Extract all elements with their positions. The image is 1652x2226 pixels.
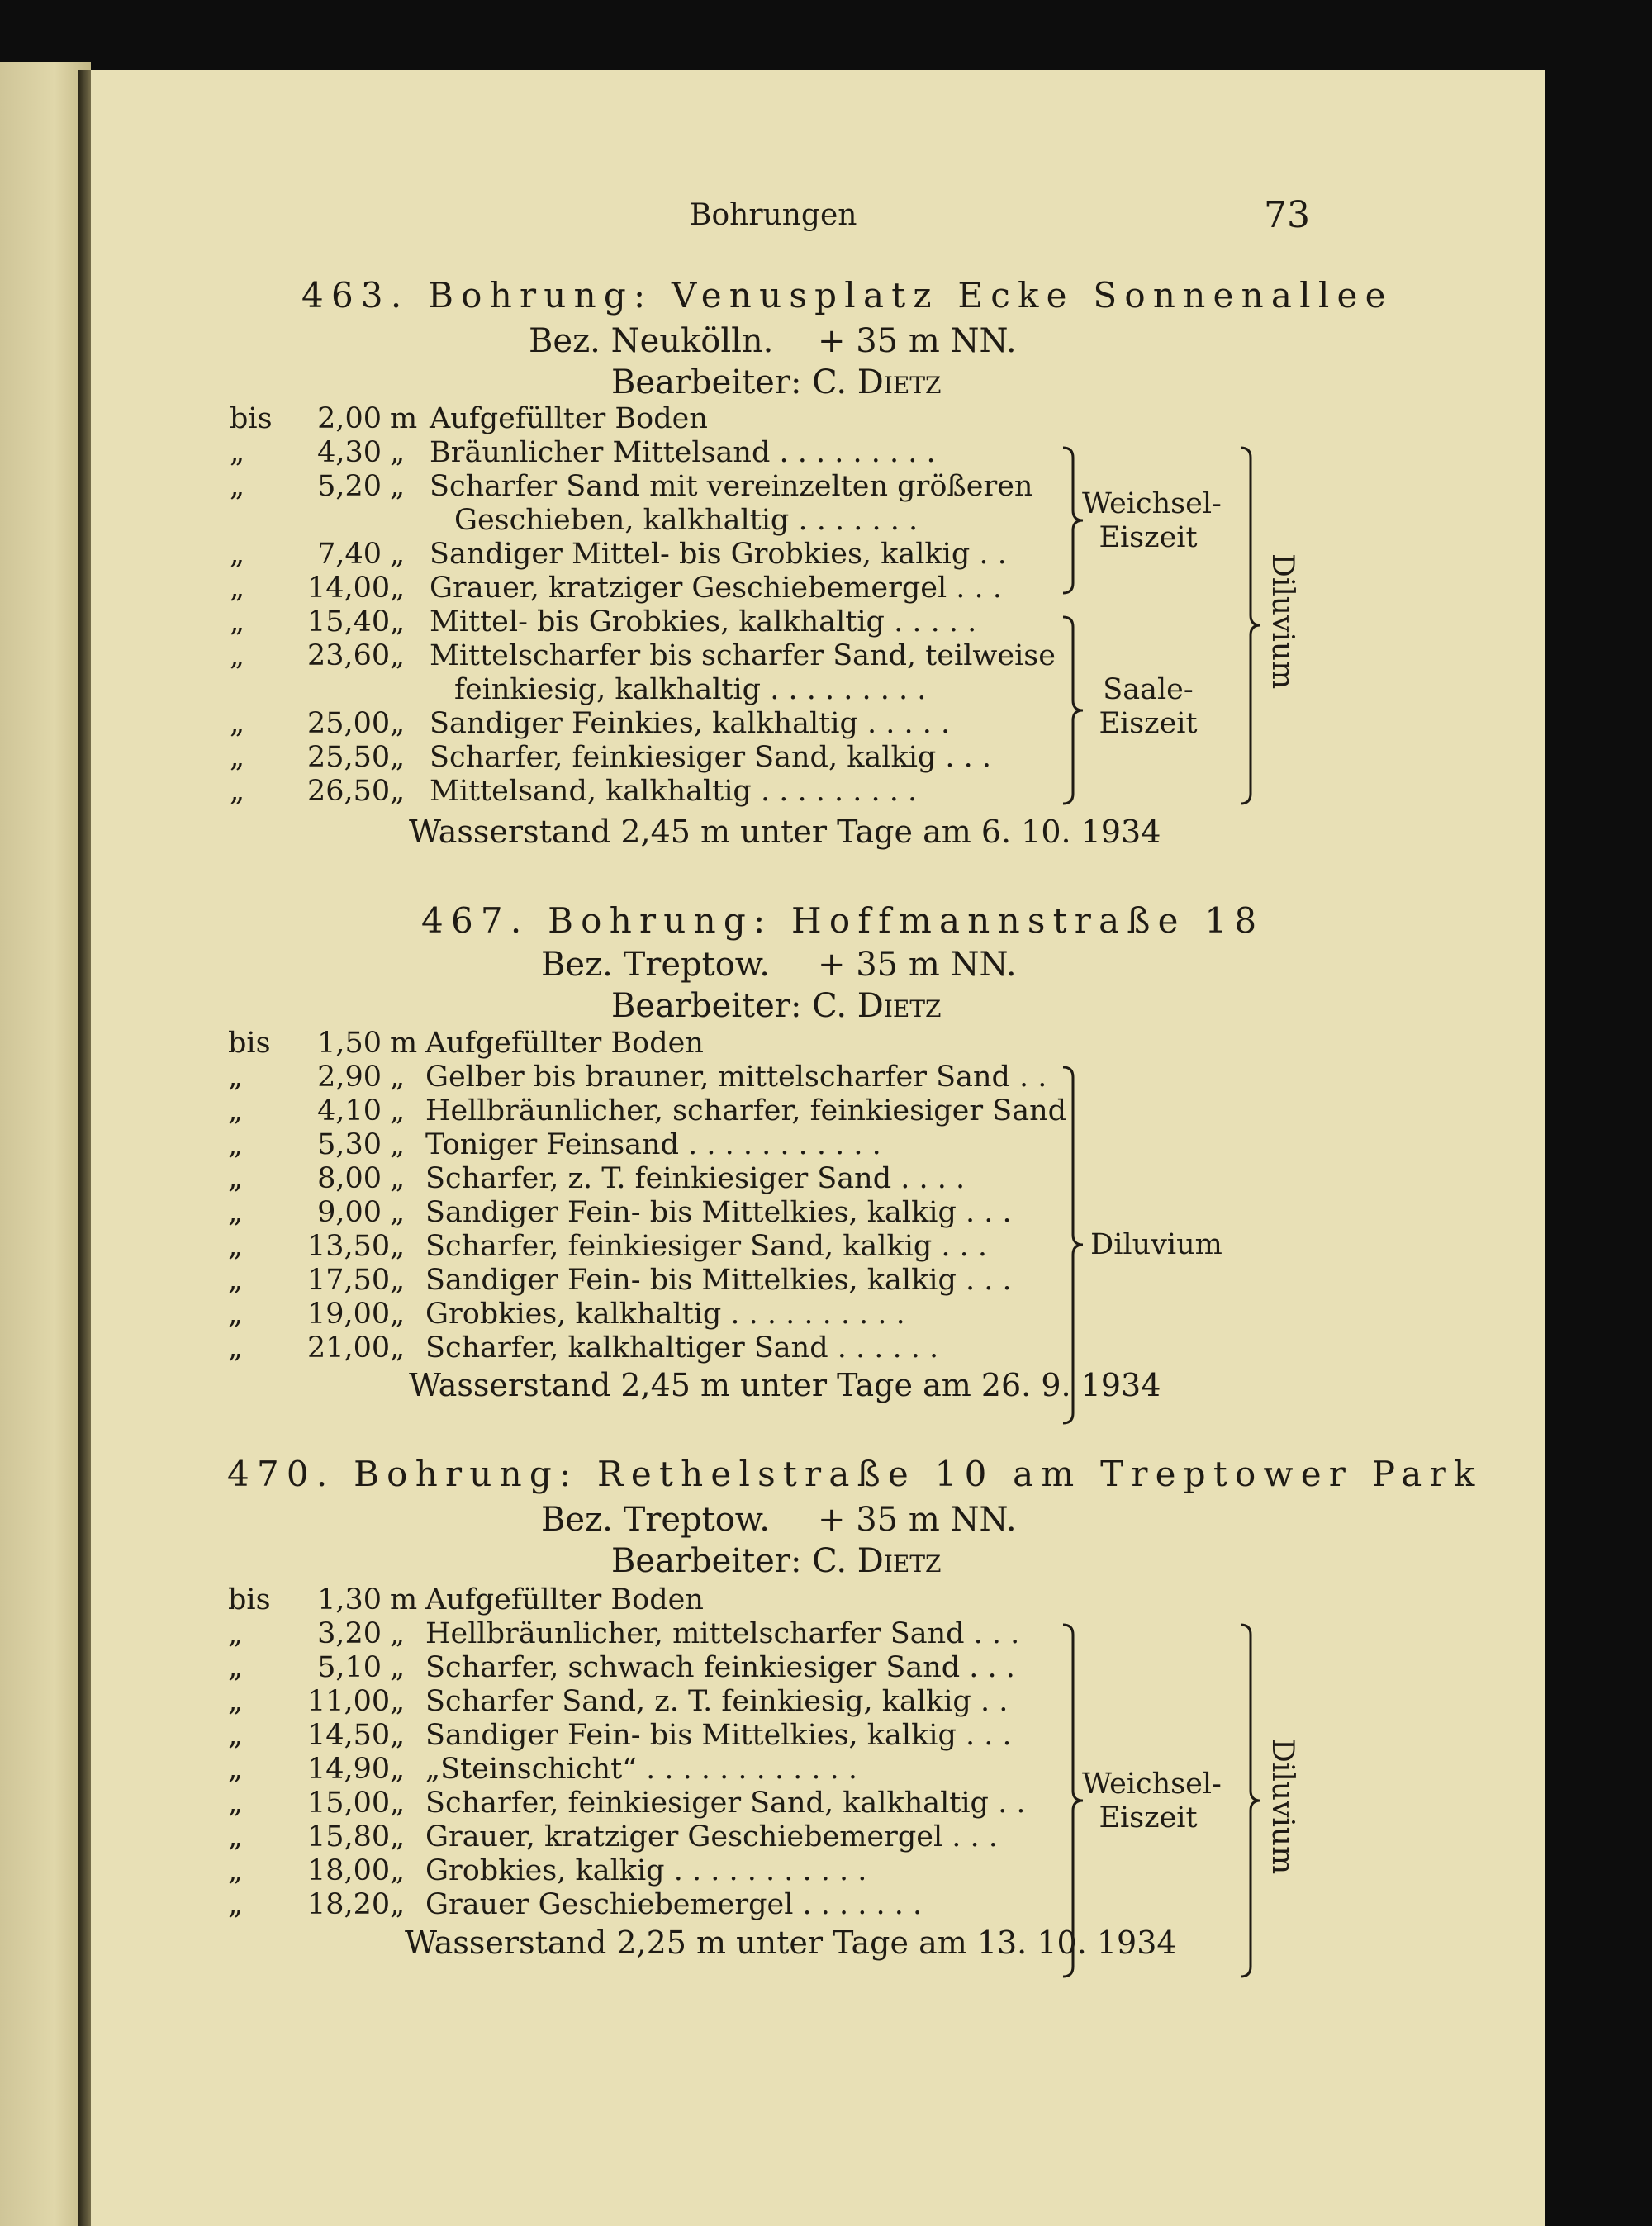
borehole-location: Bez. Treptow. <box>541 1501 771 1539</box>
layer-description: Scharfer, feinkiesiger Sand, kalkig . . . <box>430 741 992 774</box>
layer-description: Aufgefüllter Boden <box>425 1027 704 1060</box>
layer-description: Gelber bis brauner, mittelscharfer Sand . . <box>425 1061 1047 1094</box>
depth-unit: „ <box>390 741 406 774</box>
depth-unit: „ <box>390 1061 406 1094</box>
depth-prefix: „ <box>228 1617 244 1650</box>
layer-description: Hellbräunlicher, mittelscharfer Sand . . . <box>425 1617 1020 1650</box>
layer-description: Aufgefüllter Boden <box>425 1583 704 1616</box>
brace-icon <box>1239 446 1264 805</box>
layer-description: Hellbräunlicher, scharfer, feinkiesiger Sand <box>425 1094 1067 1127</box>
depth-prefix: „ <box>228 1061 244 1094</box>
group-label-saale: Saale- Eiszeit <box>1099 673 1198 740</box>
worker-name: Dietz <box>857 363 942 401</box>
layer-depth: 13,50 <box>307 1230 391 1263</box>
depth-unit: „ <box>390 707 406 740</box>
layer-depth: 1,50 <box>317 1027 382 1060</box>
layer-depth: 15,00 <box>307 1787 391 1820</box>
depth-unit: „ <box>390 639 406 672</box>
depth-prefix: „ <box>228 1685 244 1718</box>
depth-unit: „ <box>390 1753 406 1786</box>
depth-prefix: „ <box>230 775 245 808</box>
depth-prefix: bis <box>230 402 273 435</box>
depth-unit: „ <box>390 1651 406 1684</box>
depth-unit: „ <box>390 1094 406 1127</box>
layer-depth: 23,60 <box>307 639 391 672</box>
layer-depth: 1,30 <box>317 1583 382 1616</box>
group-label-diluvium: Diluvium <box>1090 1228 1222 1261</box>
depth-prefix: „ <box>230 707 245 740</box>
borehole-location: Bez. Treptow. <box>541 946 771 984</box>
layer-depth: 5,30 <box>317 1128 382 1161</box>
borehole-worker <box>611 1542 941 1580</box>
layer-depth: 7,40 <box>317 538 382 571</box>
layer-depth: 14,90 <box>307 1753 391 1786</box>
depth-prefix: „ <box>230 436 245 469</box>
layer-description: Mittelsand, kalkhaltig . . . . . . . . . <box>430 775 918 808</box>
layer-description: feinkiesig, kalkhaltig . . . . . . . . . <box>454 673 927 706</box>
depth-prefix: „ <box>228 1787 244 1820</box>
layer-description: Grauer Geschiebemergel . . . . . . . <box>425 1888 923 1921</box>
layer-description: Scharfer, feinkiesiger Sand, kalkig . . . <box>425 1230 988 1263</box>
layer-description: Scharfer, feinkiesiger Sand, kalkhaltig . . <box>425 1787 1026 1820</box>
layer-depth: 14,00 <box>307 572 391 605</box>
layer-depth: 2,00 <box>317 402 382 435</box>
worker-label: Bearbeiter: C. <box>611 1542 847 1580</box>
worker-name: Dietz <box>857 1542 942 1580</box>
layer-depth: 2,90 <box>317 1061 382 1094</box>
group-label-diluvium: Diluvium <box>1265 553 1299 690</box>
borehole-worker <box>611 987 941 1025</box>
depth-prefix: „ <box>230 572 245 605</box>
depth-unit: „ <box>390 1331 406 1365</box>
depth-unit: „ <box>390 1787 406 1820</box>
worker-name: Dietz <box>857 987 942 1025</box>
borehole-elevation: + 35 m NN. <box>818 322 1017 360</box>
depth-unit: „ <box>390 1820 406 1853</box>
depth-prefix: bis <box>228 1583 271 1616</box>
layer-description: Scharfer, z. T. feinkiesiger Sand . . . . <box>425 1162 966 1195</box>
layer-depth: 15,40 <box>307 605 391 638</box>
depth-unit: „ <box>390 436 406 469</box>
depth-prefix: „ <box>228 1094 244 1127</box>
layer-description: Aufgefüllter Boden <box>430 402 708 435</box>
borehole-worker <box>611 363 941 401</box>
depth-prefix: „ <box>230 538 245 571</box>
depth-unit: „ <box>390 1162 406 1195</box>
borehole-elevation: + 35 m NN. <box>818 946 1017 984</box>
page-number: 73 <box>1264 194 1310 236</box>
depth-unit: „ <box>390 538 406 571</box>
left-page-edge <box>0 62 91 2226</box>
depth-unit: „ <box>390 470 406 503</box>
depth-prefix: „ <box>228 1196 244 1229</box>
depth-unit: „ <box>390 1264 406 1297</box>
depth-unit: „ <box>390 1854 406 1887</box>
layer-description: Mittelscharfer bis scharfer Sand, teilweise <box>430 639 1056 672</box>
depth-unit: „ <box>390 572 406 605</box>
water-level: Wasserstand 2,45 m unter Tage am 26. 9. 1934 <box>409 1367 1161 1403</box>
layer-description: Grauer, kratziger Geschiebemergel . . . <box>425 1820 998 1853</box>
depth-prefix: „ <box>228 1651 244 1684</box>
depth-prefix: „ <box>228 1230 244 1263</box>
depth-prefix: „ <box>228 1128 244 1161</box>
layer-depth: 15,80 <box>307 1820 391 1853</box>
layer-depth: 18,00 <box>307 1854 391 1887</box>
borehole-elevation: + 35 m NN. <box>818 1501 1017 1539</box>
depth-unit: „ <box>390 1888 406 1921</box>
worker-label: Bearbeiter: C. <box>611 363 847 401</box>
layer-depth: 26,50 <box>307 775 391 808</box>
depth-prefix: „ <box>228 1298 244 1331</box>
depth-unit: „ <box>390 1230 406 1263</box>
depth-unit: „ <box>390 605 406 638</box>
layer-description: Sandiger Mittel- bis Grobkies, kalkig . . <box>430 538 1007 571</box>
depth-prefix: „ <box>228 1264 244 1297</box>
group-label-weichsel: Weichsel- Eiszeit <box>1082 1768 1222 1834</box>
depth-unit: m <box>390 402 418 435</box>
layer-depth: 3,20 <box>317 1617 382 1650</box>
layer-depth: 19,00 <box>307 1298 391 1331</box>
page <box>91 70 1545 2226</box>
layer-description: Grauer, kratziger Geschiebemergel . . . <box>430 572 1002 605</box>
water-level: Wasserstand 2,45 m unter Tage am 6. 10. 1934 <box>409 814 1161 850</box>
depth-unit: m <box>390 1583 418 1616</box>
depth-prefix: „ <box>228 1820 244 1853</box>
depth-unit: „ <box>390 1298 406 1331</box>
running-head: Bohrungen <box>690 198 857 232</box>
layer-description: Bräunlicher Mittelsand . . . . . . . . . <box>430 436 936 469</box>
depth-prefix: „ <box>230 605 245 638</box>
layer-depth: 4,30 <box>317 436 382 469</box>
depth-prefix: „ <box>230 741 245 774</box>
layer-description: Sandiger Fein- bis Mittelkies, kalkig . . . <box>425 1719 1012 1752</box>
layer-description: „Steinschicht“ . . . . . . . . . . . . <box>425 1753 858 1786</box>
layer-description: Scharfer, kalkhaltiger Sand . . . . . . <box>425 1331 939 1365</box>
layer-depth: 18,20 <box>307 1888 391 1921</box>
layer-depth: 8,00 <box>317 1162 382 1195</box>
layer-description: Grobkies, kalkhaltig . . . . . . . . . . <box>425 1298 905 1331</box>
depth-prefix: bis <box>228 1027 271 1060</box>
water-level: Wasserstand 2,25 m unter Tage am 13. 10. 1934 <box>405 1925 1177 1961</box>
depth-prefix: „ <box>230 639 245 672</box>
layer-description: Sandiger Fein- bis Mittelkies, kalkig . . . <box>425 1264 1012 1297</box>
layer-description: Toniger Feinsand . . . . . . . . . . . <box>425 1128 881 1161</box>
layer-description: Sandiger Fein- bis Mittelkies, kalkig . . . <box>425 1196 1012 1229</box>
group-label-weichsel: Weichsel- Eiszeit <box>1082 487 1222 554</box>
depth-prefix: „ <box>228 1854 244 1887</box>
depth-unit: m <box>390 1027 418 1060</box>
depth-unit: „ <box>390 1719 406 1752</box>
group-label-diluvium: Diluvium <box>1265 1739 1299 1875</box>
borehole-location: Bez. Neukölln. <box>529 322 774 360</box>
depth-prefix: „ <box>228 1719 244 1752</box>
layer-description: Scharfer Sand mit vereinzelten größeren <box>430 470 1033 503</box>
borehole-title: 463. Bohrung: Venusplatz Ecke Sonnenallee <box>301 275 1393 316</box>
brace-icon <box>1239 1623 1264 1978</box>
layer-depth: 14,50 <box>307 1719 391 1752</box>
layer-depth: 25,50 <box>307 741 391 774</box>
depth-prefix: „ <box>230 470 245 503</box>
layer-description: Grobkies, kalkig . . . . . . . . . . . <box>425 1854 867 1887</box>
depth-unit: „ <box>390 1685 406 1718</box>
layer-depth: 21,00 <box>307 1331 391 1365</box>
depth-unit: „ <box>390 1617 406 1650</box>
depth-prefix: „ <box>228 1331 244 1365</box>
layer-depth: 25,00 <box>307 707 391 740</box>
layer-description: Sandiger Feinkies, kalkhaltig . . . . . <box>430 707 951 740</box>
depth-unit: „ <box>390 1196 406 1229</box>
depth-unit: „ <box>390 775 406 808</box>
layer-description: Geschieben, kalkhaltig . . . . . . . <box>454 504 919 537</box>
depth-prefix: „ <box>228 1162 244 1195</box>
layer-depth: 5,10 <box>317 1651 382 1684</box>
depth-prefix: „ <box>228 1888 244 1921</box>
layer-depth: 9,00 <box>317 1196 382 1229</box>
layer-depth: 17,50 <box>307 1264 391 1297</box>
layer-depth: 5,20 <box>317 470 382 503</box>
worker-label: Bearbeiter: C. <box>611 987 847 1025</box>
layer-description: Mittel- bis Grobkies, kalkhaltig . . . . . <box>430 605 977 638</box>
borehole-title: 467. Bohrung: Hoffmannstraße 18 <box>421 900 1265 941</box>
depth-prefix: „ <box>228 1753 244 1786</box>
layer-description: Scharfer, schwach feinkiesiger Sand . . . <box>425 1651 1015 1684</box>
layer-depth: 4,10 <box>317 1094 382 1127</box>
layer-description: Scharfer Sand, z. T. feinkiesig, kalkig . . <box>425 1685 1009 1718</box>
depth-unit: „ <box>390 1128 406 1161</box>
layer-depth: 11,00 <box>307 1685 391 1718</box>
borehole-title: 470. Bohrung: Rethelstraße 10 am Treptower Park <box>227 1454 1483 1494</box>
